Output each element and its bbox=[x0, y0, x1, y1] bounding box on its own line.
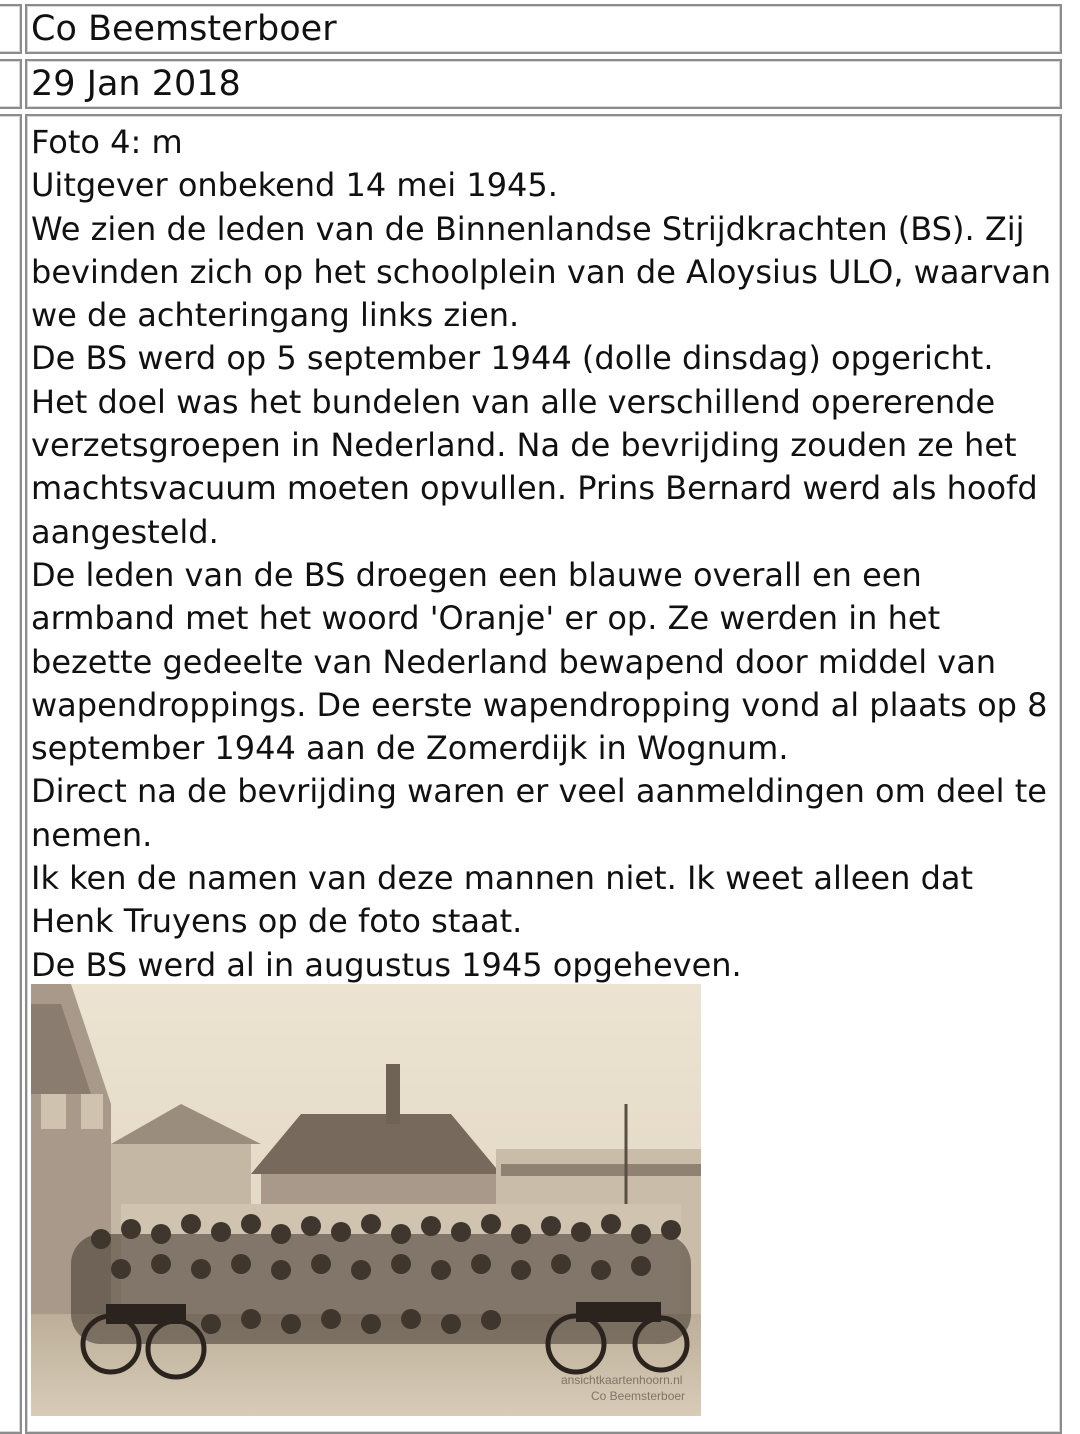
photo-watermark-author: Co Beemsterboer bbox=[591, 1389, 686, 1403]
author-name: Co Beemsterboer bbox=[31, 9, 337, 49]
description-paragraph: De leden van de BS droegen een blauwe overall en een armband met het woord 'Oranje' er op. Ze werden in het bezette gedeelte van Nederland bewapend door middel van wapendroppings. De eerste wapendropping vond al plaats op 8 september 1944 aan de Zomerdijk in Wognum. bbox=[31, 555, 1048, 768]
description-paragraph: Direct na de bevrijding waren er veel aanmeldingen om deel te nemen. bbox=[31, 772, 1047, 854]
description-paragraph: Ik ken de namen van deze mannen niet. Ik weet alleen dat Henk Truyens op de foto staat. bbox=[31, 859, 974, 941]
row-label-cell-description bbox=[0, 114, 22, 1434]
date-cell bbox=[25, 59, 1062, 109]
author-cell bbox=[25, 4, 1062, 54]
description-paragraph: Uitgever onbekend 14 mei 1945. bbox=[31, 166, 558, 205]
photo-watermark-site: ansichtkaartenhoorn.nl bbox=[561, 1373, 683, 1387]
description-paragraph: We zien de leden van de Binnenlandse Strijdkrachten (BS). Zij bevinden zich op het schoolplein van de Aloysius ULO, waarvan we de achteringang links zien. bbox=[31, 209, 1052, 335]
description-paragraph: De BS werd al in augustus 1945 opgeheven. bbox=[31, 945, 742, 984]
row-label-cell-date bbox=[0, 59, 22, 109]
group-photo[interactable] bbox=[31, 984, 701, 1416]
description-paragraph: De BS werd op 5 september 1944 (dolle dinsdag) opgericht. Het doel was het bundelen van alle verschillend opererende verzetsgroepen in Nederland. Na de bevrijding zouden ze het machtsvacuum moeten opvullen. Prins Bernard werd als hoofd aangesteld. bbox=[31, 339, 1038, 551]
description-paragraph: Foto 4: m bbox=[31, 123, 183, 161]
post-date: 29 Jan 2018 bbox=[31, 64, 241, 104]
description-text bbox=[31, 121, 1058, 987]
description-cell bbox=[25, 114, 1062, 1434]
row-label-cell-author bbox=[0, 4, 22, 54]
